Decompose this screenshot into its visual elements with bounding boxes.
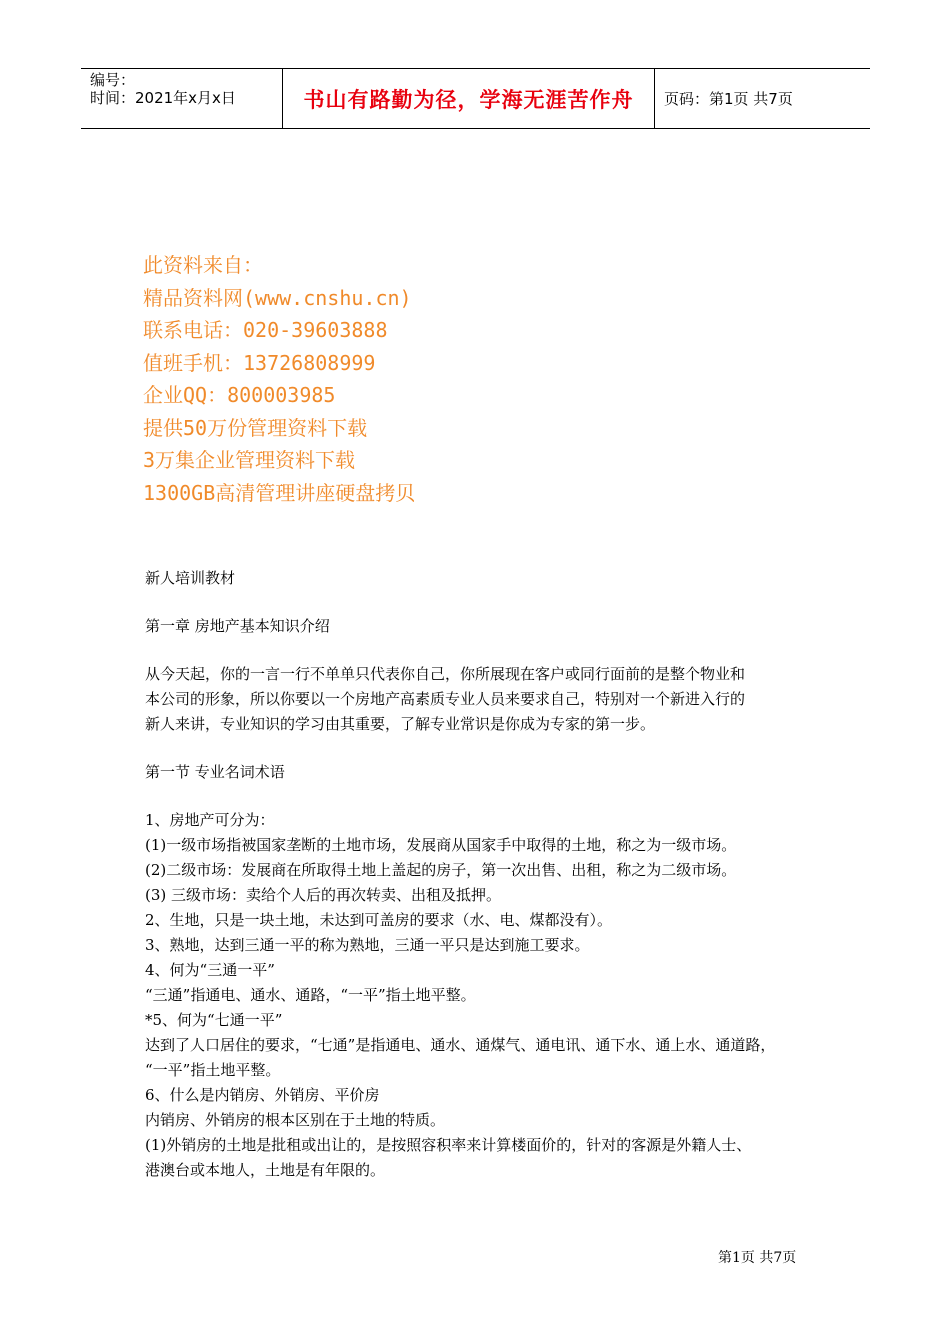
intro-line: 本公司的形象，所以你要以一个房地产高素质专业人员来要求自己，特别对一个新进入行的: [145, 690, 746, 708]
promo-line: 联系电话：020-39603888: [143, 318, 388, 342]
list-item: (3) 三级市场：卖给个人后的再次转卖、出租及抵押。: [145, 886, 502, 904]
list-item: “一平”指土地平整。: [145, 1061, 281, 1079]
promo-line: 1300GB高清管理讲座硬盘拷贝: [143, 480, 416, 505]
header-motto: 书山有路勤为径，学海无涯苦作舟: [282, 69, 655, 128]
promo-line: 值班手机：13726808999: [143, 350, 376, 375]
section-title: 第一节 专业名词术语: [145, 763, 285, 781]
intro-line: 从今天起，你的一言一行不单单只代表你自己，你所展现在客户或同行面前的是整个物业和: [145, 665, 746, 683]
list-item: 6、什么是内销房、外销房、平价房: [145, 1086, 380, 1104]
promo-line: 企业QQ：800003985: [143, 383, 336, 407]
list-item: “三通”指通电、通水、通路，“一平”指土地平整。: [145, 986, 476, 1004]
header-meta: [81, 69, 282, 128]
list-item: (2)二级市场：发展商在所取得土地上盖起的房子，第一次出售、出租，称之为二级市场。: [145, 861, 737, 879]
list-item: 4、何为“三通一平”: [145, 961, 275, 979]
page-footer: 第1页 共7页: [718, 1250, 797, 1266]
document-body: [145, 566, 825, 1183]
page-header: [81, 68, 870, 129]
list-item: 内销房、外销房的根本区别在于土地的特质。: [145, 1111, 446, 1129]
list-item: (1)一级市场指被国家垄断的土地市场，发展商从国家手中取得的土地，称之为一级市场。: [145, 836, 737, 854]
promo-line: 提供50万份管理资料下载: [143, 415, 368, 440]
list-item: 3、熟地，达到三通一平的称为熟地，三通一平只是达到施工要求。: [145, 936, 590, 954]
promo-line: 精品资料网(www.cnshu.cn): [143, 285, 412, 310]
list-item: *5、何为“七通一平”: [145, 1011, 283, 1029]
promo-line: 3万集企业管理资料下载: [143, 448, 356, 472]
intro-line: 新人来讲，专业知识的学习由其重要，了解专业常识是你成为专家的第一步。: [145, 715, 656, 733]
list-item: 港澳台或本地人，土地是有年限的。: [145, 1161, 386, 1179]
document-title: 新人培训教材: [145, 569, 236, 587]
document-number-label: 编号：: [90, 71, 136, 89]
list-item: 2、生地，只是一块土地，未达到可盖房的要求（水、电、煤都没有）。: [145, 911, 613, 929]
list-item: 1、房地产可分为：: [145, 811, 275, 829]
list-item: (1)外销房的土地是批租或出让的，是按照容积率来计算楼面价的，针对的客源是外籍人士、: [145, 1136, 752, 1154]
document-time-label: 时间：2021年x月x日: [90, 89, 236, 107]
chapter-title: 第一章 房地产基本知识介绍: [145, 617, 330, 635]
header-page-info: 页码：第1页 共7页: [664, 90, 793, 108]
promo-line: 此资料来自：: [143, 253, 263, 277]
promo-block: [143, 249, 415, 509]
list-item: 达到了人口居住的要求，“七通”是指通电、通水、通煤气、通电讯、通下水、通上水、通道路，: [145, 1036, 776, 1054]
